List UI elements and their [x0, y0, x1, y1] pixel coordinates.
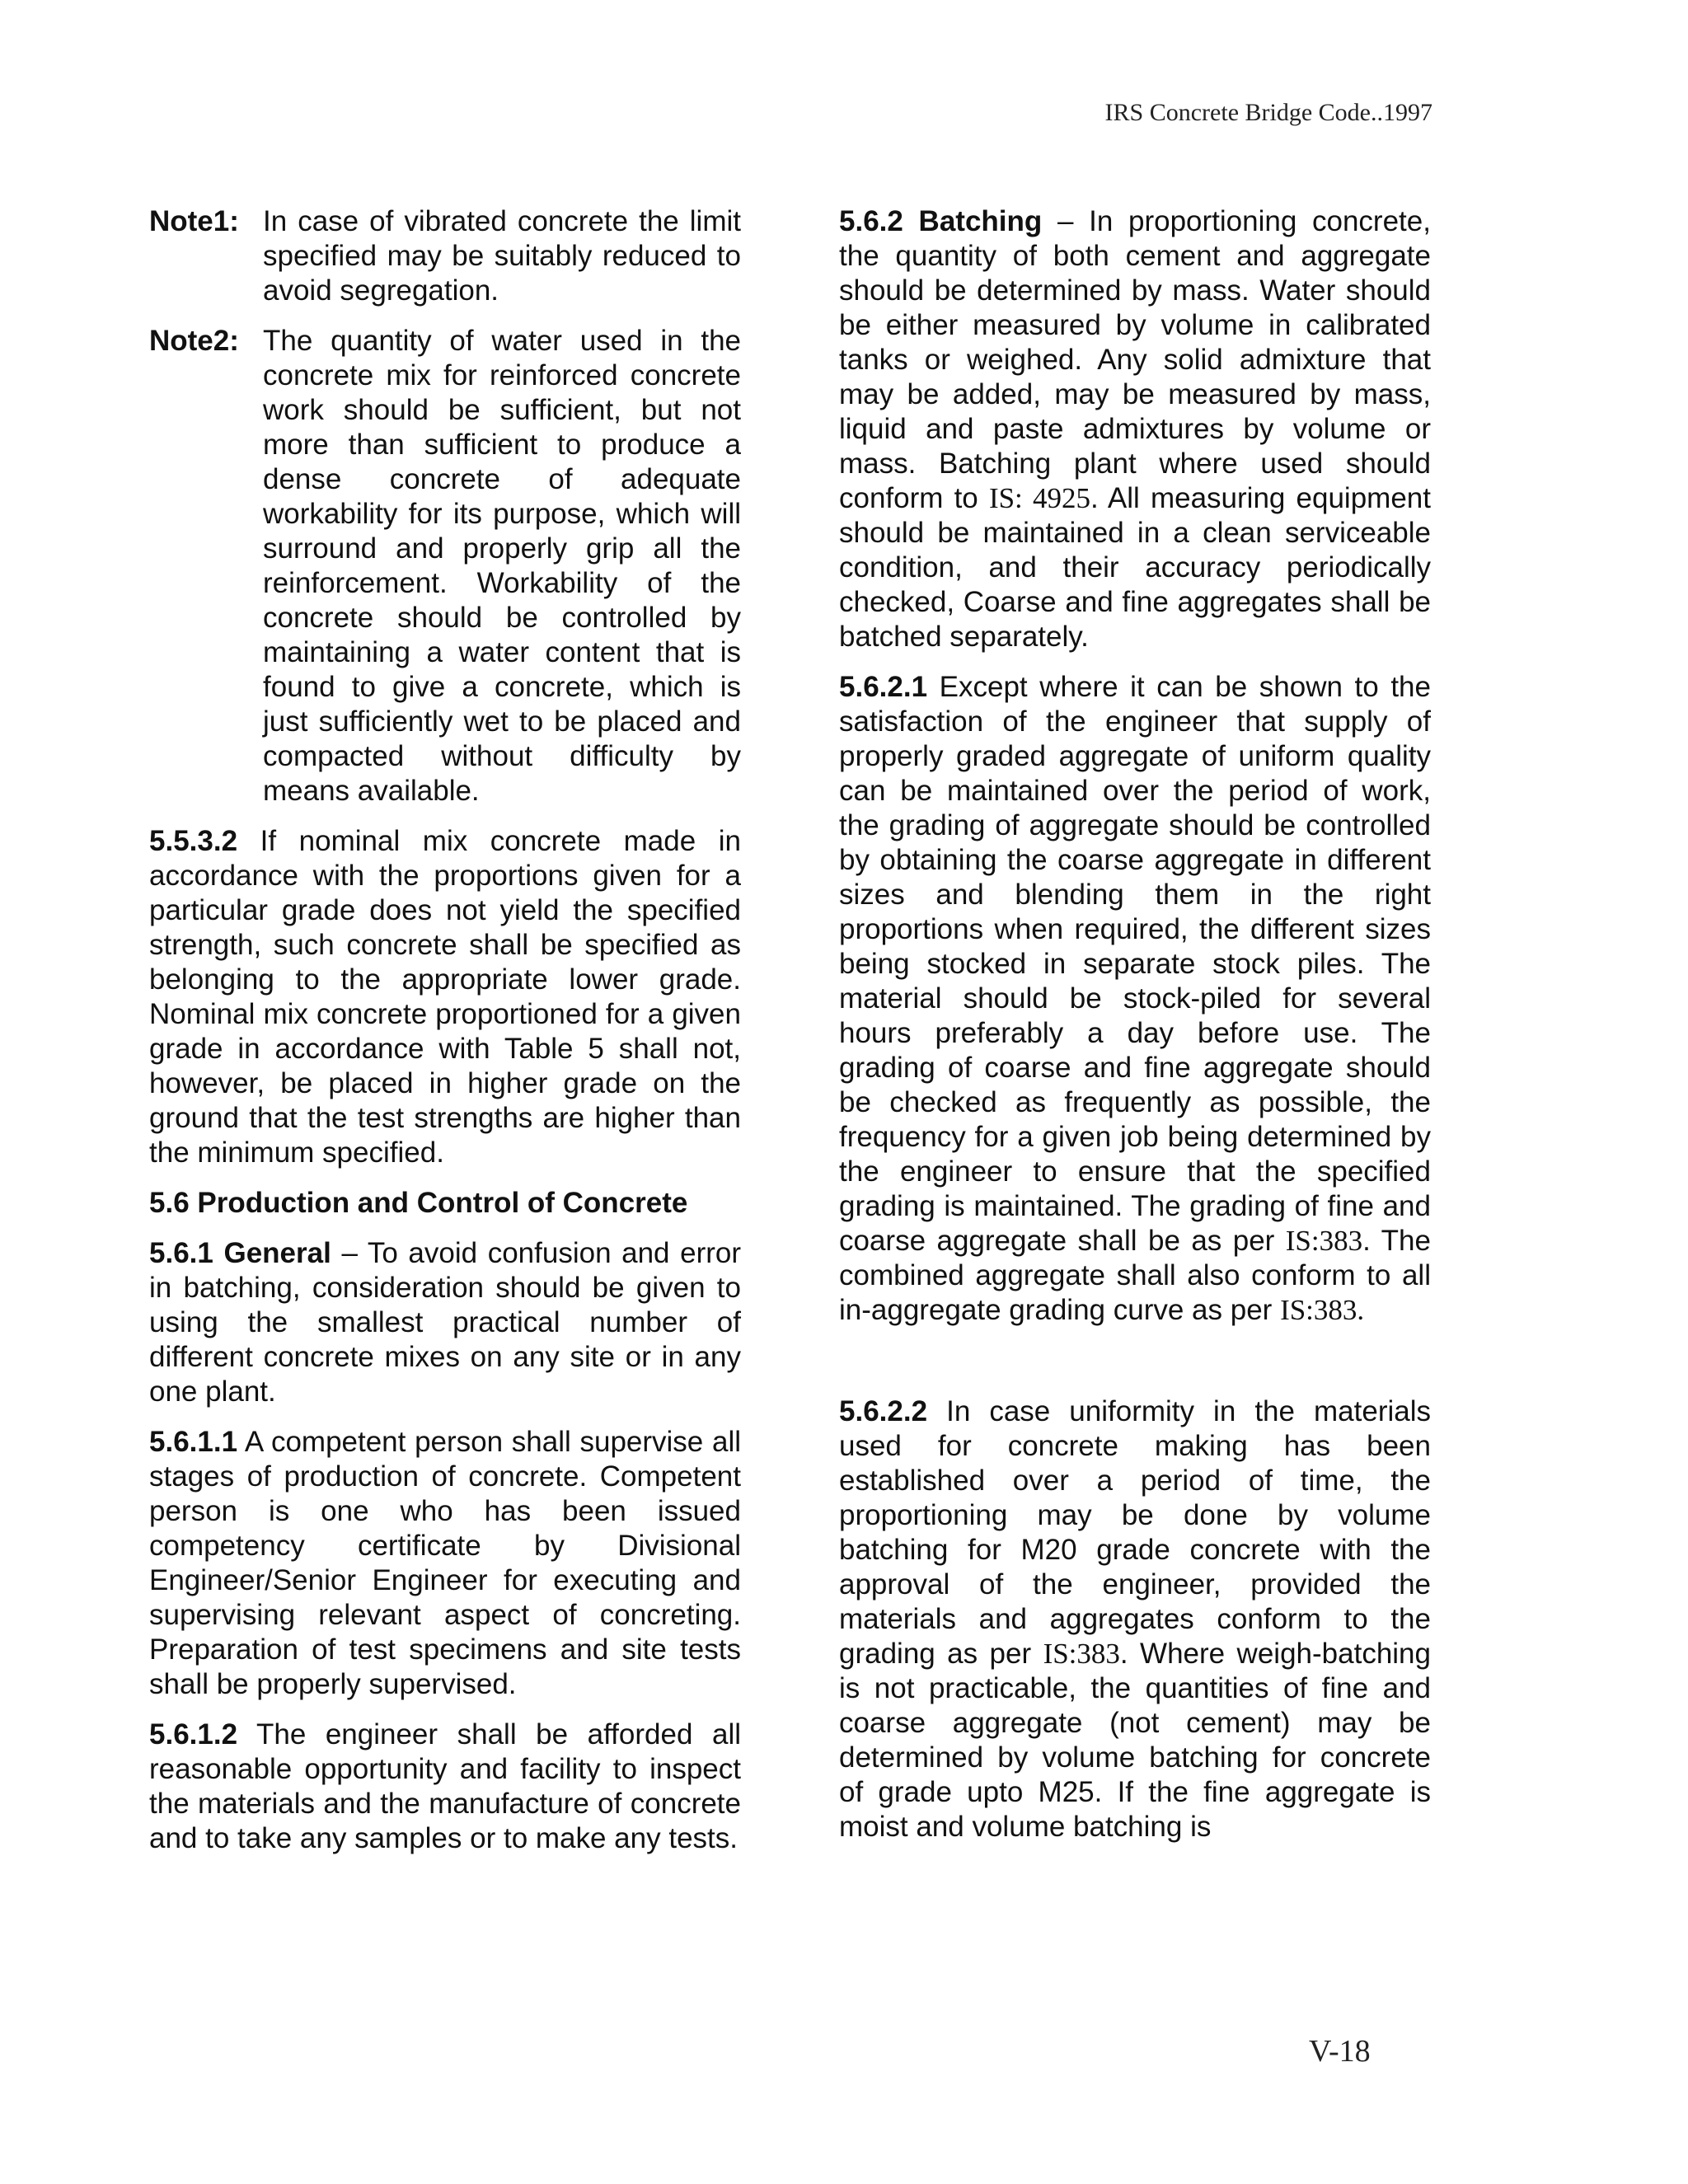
clause-text: In proportioning concrete, the quantity of both cement and aggregate should be determined by mass. Water should be either measured by volume in calibrated tanks or weighed. Any solid admixture that may be added, may be measured by mass, liquid and paste admixtures by volume or mass. Batching plant where used should conform to: [839, 205, 1431, 514]
clause-number: 5.5.3.2: [149, 825, 238, 857]
note-1-label: Note1:: [149, 205, 239, 237]
clause-5-6-2: [839, 204, 1431, 654]
clause-number: 5.6.2.1: [839, 671, 928, 703]
note-1-text: In case of vibrated concrete the limit specified may be suitably reduced to avoid segregation.: [263, 205, 741, 307]
clause-number: 5.6.2: [839, 205, 903, 237]
clause-number: 5.6.1: [149, 1237, 213, 1269]
note-1: [149, 204, 741, 308]
page-number: V-18: [1309, 2034, 1371, 2069]
clause-5-6-2-1: [839, 670, 1431, 1328]
left-column: [149, 204, 741, 1872]
note-2-text: The quantity of water used in the concrete mix for reinforced concrete work should be sufficient, but not more than sufficient to produce a dense concrete of adequate workability for its purpose, which will surround and properly grip all the reinforcement. Workability of the concrete should be controlled by maintaining a water content that is found to give a concrete, which is just sufficiently wet to be placed and compacted without difficulty by means available.: [263, 325, 741, 807]
clause-title: General: [223, 1237, 331, 1269]
clause-dash: –: [341, 1237, 358, 1269]
clause-text: In case uniformity in the materials used for concrete making has been established over a period of time, the proportioning may be done by volume batching for M20 grade concrete with the approval of the engineer, provided the materials and aggregates conform to the grading as per: [839, 1395, 1431, 1670]
standard-reference: IS:383: [1043, 1638, 1120, 1670]
section-heading-5-6: 5.6 Production and Control of Concrete: [149, 1187, 688, 1219]
clause-text: To avoid confusion and error in batching, consideration should be given to using the smallest practical number of different concrete mixes on any site or in any one plant.: [149, 1237, 742, 1408]
running-header: IRS Concrete Bridge Code..1997: [1104, 99, 1432, 126]
clause-number: 5.6.1.1: [149, 1426, 238, 1458]
spacer: [839, 1343, 1431, 1394]
clause-text: If nominal mix concrete made in accordance with the proportions given for a particular grade does not yield the specified strength, such concrete shall be specified as belonging to the appropriate lower grade. Nominal mix concrete proportioned for a given grade in accordance with Table 5 shall not, however, be placed in higher grade on the ground that the test strengths are higher than the minimum specified.: [149, 825, 741, 1169]
standard-reference: IS:383: [1285, 1225, 1363, 1257]
clause-text-continued: . Where weigh-batching is not practicable, the quantities of fine and coarse aggregate (not cement) may be determined by volume batching for concrete of grade upto M25. If the fine aggregate is moist and volume batching is: [839, 1638, 1431, 1843]
clause-5-6-1-2: [149, 1718, 741, 1856]
right-column: [839, 204, 1431, 1860]
note-2-label: Note2:: [149, 325, 239, 357]
clause-text: A competent person shall supervise all stages of production of concrete. Competent person is one who has been issued competency certificate by Divisional Engineer/Senior Engineer for executing and supervising relevant aspect of concreting. Preparation of test specimens and site tests shall be properly supervised.: [149, 1426, 741, 1700]
clause-dash: –: [1057, 205, 1074, 237]
clause-5-5-3-2: [149, 824, 741, 1170]
standard-reference: IS:383.: [1280, 1294, 1365, 1326]
clause-number: 5.6.1.2: [149, 1718, 238, 1750]
clause-text-continued: . The combined aggregate shall also conform to all in-aggregate grading curve as per: [839, 1225, 1431, 1326]
clause-number: 5.6.2.2: [839, 1395, 928, 1427]
clause-text: The engineer shall be afforded all reasonable opportunity and facility to inspect the materials and the manufacture of concrete and to take any samples or to make any tests.: [149, 1718, 741, 1854]
standard-reference: IS: 4925: [988, 482, 1090, 514]
clause-5-6-2-2: [839, 1394, 1431, 1844]
note-2: [149, 324, 741, 808]
clause-text: Except where it can be shown to the satisfaction of the engineer that supply of properly graded aggregate of uniform quality can be maintained over the period of work, the grading of aggregate should be controlled by obtaining the coarse aggregate in different sizes and blending them in the right proportions when required, the different sizes being stocked in separate stock piles. The material should be stock-piled for several hours preferably a day before use. The grading of coarse and fine aggregate should be checked as frequently as possible, the frequency for a given job being determined by the engineer to ensure that the specified grading is maintained. The grading of fine and coarse aggregate shall be as per: [839, 671, 1431, 1257]
clause-text-continued: . All measuring equipment should be maintained in a clean serviceable condition, and their accuracy periodically checked, Coarse and fine aggregates shall be batched separately.: [839, 482, 1431, 653]
clause-5-6-1-1: [149, 1425, 741, 1702]
clause-5-6-1: [149, 1236, 741, 1409]
clause-title: Batching: [918, 205, 1043, 237]
